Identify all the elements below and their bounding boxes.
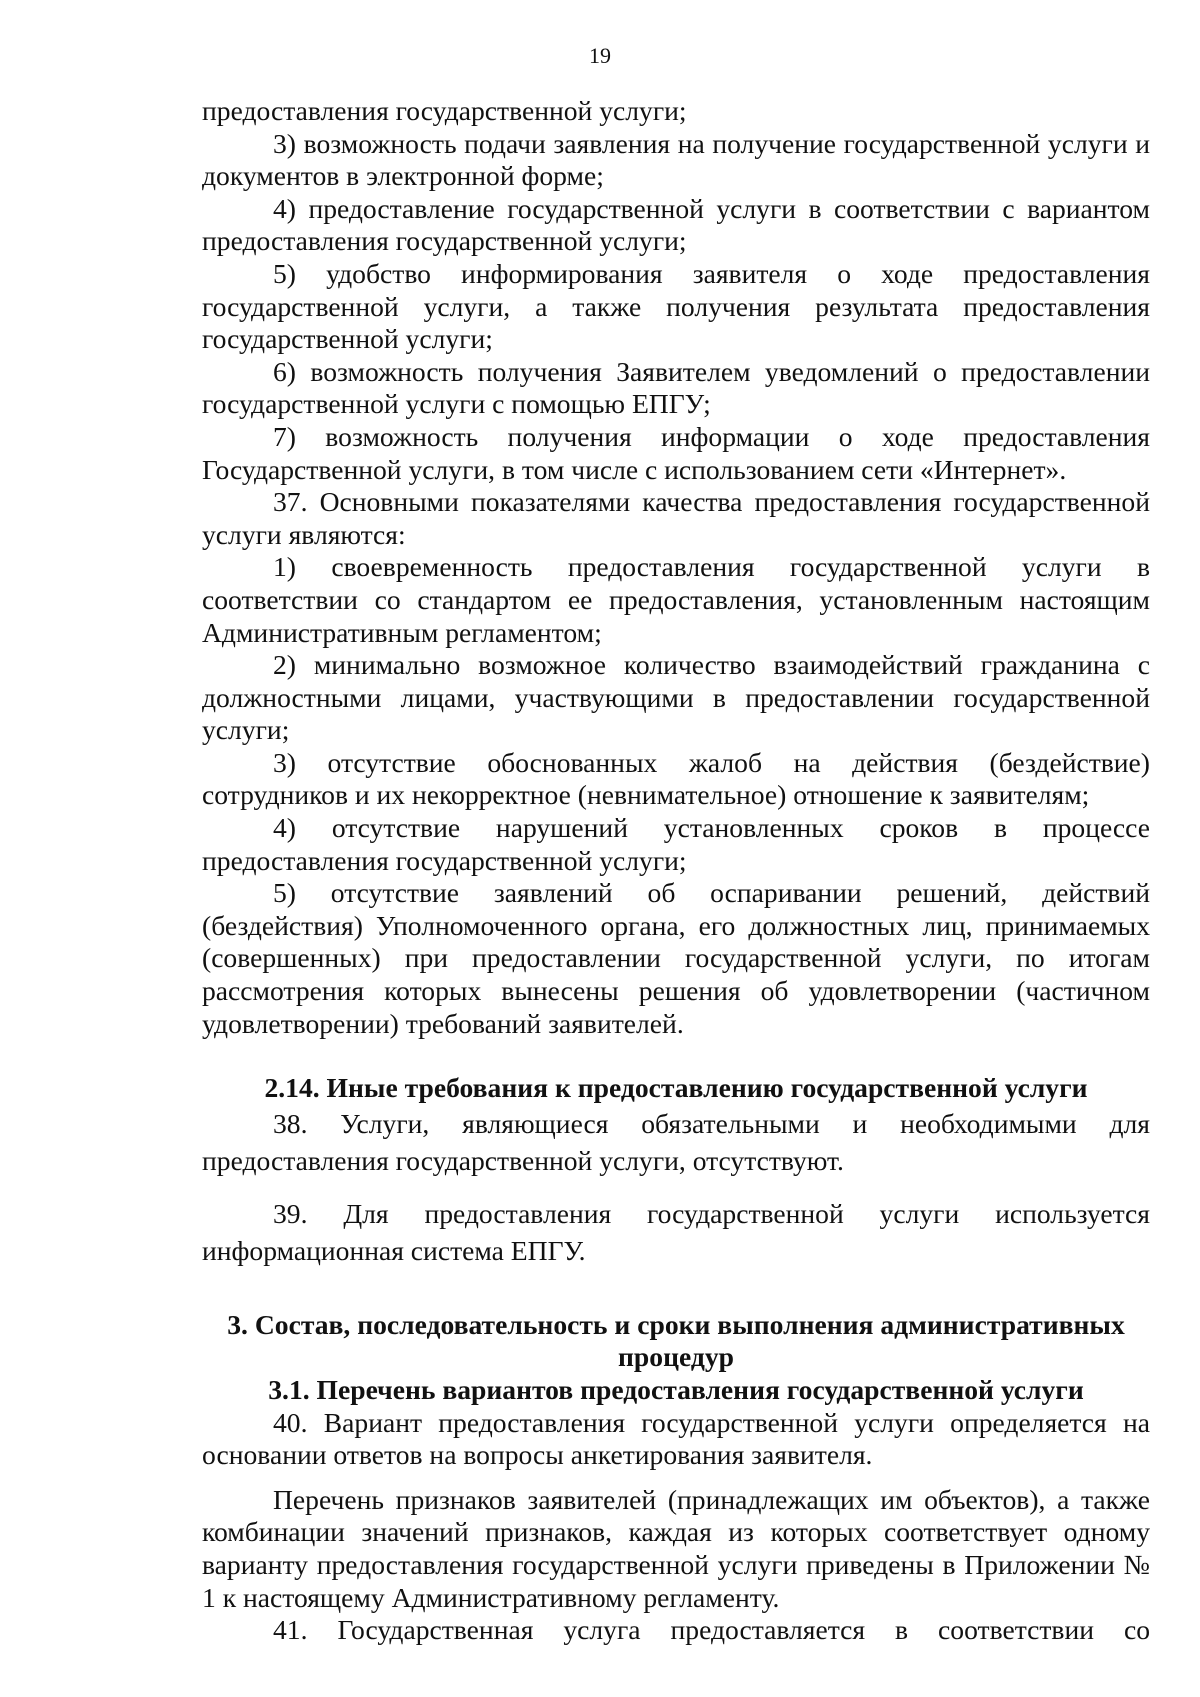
indicator-item-3: 3) отсутствие обоснованных жалоб на действия (бездействие) сотрудников и их некорректное (невнимательное) отношение к заявителям; bbox=[202, 746, 1150, 811]
clause-38: 38. Услуги, являющиеся обязательными и необходимыми для предоставления государственной услуги, отсутствуют. bbox=[202, 1107, 1150, 1176]
list-item-6: 6) возможность получения Заявителем уведомлений о предоставлении государственной услуги с помощью ЕПГУ; bbox=[202, 355, 1150, 420]
list-item-3: 3) возможность подачи заявления на получение государственной услуги и документов в электронной форме; bbox=[202, 127, 1150, 192]
clause-41: 41. Государственная услуга предоставляется в соответствии со bbox=[273, 1614, 1150, 1646]
list-item-5: 5) удобство информирования заявителя о ходе предоставления государственной услуги, а также получения результата предоставления государственной услуги; bbox=[202, 257, 1150, 355]
section-heading-3: 3. Состав, последовательность и сроки выполнения административных процедур bbox=[227, 1308, 1125, 1373]
paragraph-continuation: предоставления государственной услуги; bbox=[202, 95, 687, 126]
indicator-item-5: 5) отсутствие заявлений об оспаривании решений, действий (бездействия) Уполномоченного органа, его должностных лиц, принимаемых (совершенных) при предоставлении государственной услуги, по итогам рассмотрения которых вынесены решения об удовлетворении (частичном удовлетворении) требований заявителей. bbox=[202, 877, 1150, 1039]
applicant-criteria-paragraph: Перечень признаков заявителей (принадлежащих им объектов), а также комбинации значений признаков, каждая из которых соответствует одному варианту предоставления государственной услуги приведены в Приложении № 1 к настоящему Административному регламенту. bbox=[202, 1483, 1150, 1613]
list-item-7: 7) возможность получения информации о ходе предоставления Государственной услуги, в том числе с использованием сети «Интернет». bbox=[202, 420, 1150, 485]
clause-39: 39. Для предоставления государственной услуги используется информационная система ЕПГУ. bbox=[202, 1197, 1150, 1266]
document-body bbox=[202, 95, 1150, 1647]
page-number: 19 bbox=[589, 43, 611, 68]
section-heading-2-14: 2.14. Иные требования к предоставлению государственной услуги bbox=[264, 1072, 1088, 1104]
indicator-item-2: 2) минимально возможное количество взаимодействий гражданина с должностными лицами, участвующими в предоставлении государственной услуги; bbox=[202, 649, 1150, 746]
list-item-4: 4) предоставление государственной услуги в соответствии с вариантом предоставления государственной услуги; bbox=[202, 192, 1150, 257]
section-heading-3-1: 3.1. Перечень вариантов предоставления государственной услуги bbox=[268, 1374, 1084, 1405]
indicator-item-1: 1) своевременность предоставления государственной услуги в соответствии со стандартом ее предоставления, установленным настоящим Административным регламентом; bbox=[202, 551, 1150, 648]
clause-40: 40. Вариант предоставления государственной услуги определяется на основании ответов на вопросы анкетирования заявителя. bbox=[202, 1406, 1150, 1471]
indicator-item-4: 4) отсутствие нарушений установленных сроков в процессе предоставления государственной услуги; bbox=[202, 812, 1150, 876]
clause-37: 37. Основными показателями качества предоставления государственной услуги являются: bbox=[202, 486, 1150, 550]
